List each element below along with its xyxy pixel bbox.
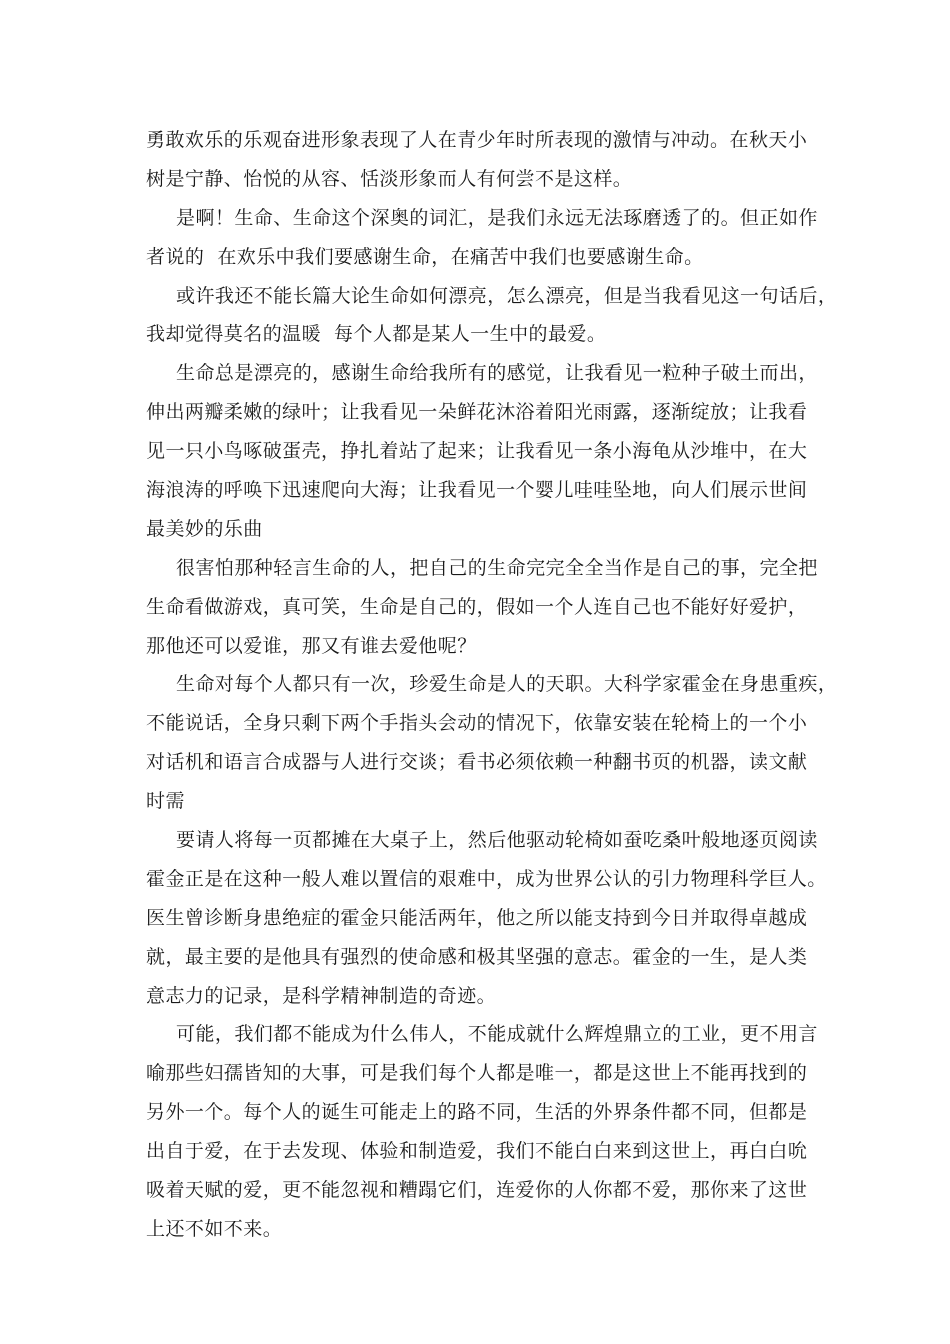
text-line: 时需 bbox=[146, 790, 185, 813]
text-line: 就，最主要的是他具有强烈的使命感和极其坚强的意志。霍金的一生，是人类 bbox=[146, 945, 808, 968]
text-line: 那他还可以爱谁，那又有谁去爱他呢？ bbox=[146, 634, 477, 657]
text-line: 伸出两瓣柔嫩的绿叶；让我看见一朵鲜花沐浴着阳光雨露，逐渐绽放；让我看 bbox=[146, 401, 808, 424]
text-line: 海浪涛的呼唤下迅速爬向大海；让我看见一个婴儿哇哇坠地，向人们展示世间 bbox=[146, 479, 808, 502]
text-line: 是啊！生命、生命这个深奥的词汇，是我们永远无法琢磨透了的。但正如作 bbox=[176, 206, 818, 229]
text-line: 要请人将每一页都摊在大桌子上，然后他驱动轮椅如蚕吃桑叶般地逐页阅读 bbox=[176, 829, 818, 852]
text-line: 喻那些妇孺皆知的大事，可是我们每个人都是唯一，都是这世上不能再找到的 bbox=[146, 1062, 808, 1085]
text-line: 上还不如不来。 bbox=[146, 1217, 283, 1240]
text-line: 勇敢欢乐的乐观奋进形象表现了人在青少年时所表现的激情与冲动。在秋天小 bbox=[146, 129, 808, 151]
text-line: 对话机和语言合成器与人进行交谈；看书必须依赖一种翻书页的机器，读文献 bbox=[146, 751, 808, 774]
text-line: 生命总是漂亮的，感谢生命给我所有的感觉，让我看见一粒种子破土而出， bbox=[176, 362, 818, 385]
text-line: 树是宁静、怡悦的从容、恬淡形象而人有何尝不是这样。 bbox=[146, 167, 633, 190]
text-line: 我却觉得莫名的温暖 每个人都是某人一生中的最爱。 bbox=[146, 323, 607, 346]
text-line: 霍金正是在这种一般人难以置信的艰难中，成为世界公认的引力物理科学巨人。 bbox=[146, 867, 827, 890]
text-line: 生命对每个人都只有一次，珍爱生命是人的天职。大科学家霍金在身患重疾， bbox=[176, 673, 838, 696]
text-line: 或许我还不能长篇大论生命如何漂亮，怎么漂亮，但是当我看见这一句话后， bbox=[176, 284, 838, 307]
text-line: 见一只小鸟啄破蛋壳，挣扎着站了起来；让我看见一条小海龟从沙堆中，在大 bbox=[146, 440, 808, 463]
document-body bbox=[146, 121, 838, 1249]
text-line: 可能，我们都不能成为什么伟人，不能成就什么辉煌鼎立的工业，更不用言 bbox=[176, 1023, 818, 1046]
text-line: 出自于爱，在于去发现、体验和制造爱，我们不能白白来到这世上，再白白吮 bbox=[146, 1140, 808, 1163]
text-line: 吸着天赋的爱，更不能忽视和糟蹋它们，连爱你的人你都不爱，那你来了这世 bbox=[146, 1179, 808, 1202]
text-line: 不能说话，全身只剩下两个手指头会动的情况下，依靠安装在轮椅上的一个小 bbox=[146, 712, 808, 735]
text-line: 意志力的记录，是科学精神制造的奇迹。 bbox=[146, 984, 497, 1007]
text-line: 很害怕那种轻言生命的人，把自己的生命完完全全当作是自己的事，完全把 bbox=[176, 556, 818, 579]
text-line: 生命看做游戏，真可笑，生命是自己的，假如一个人连自己也不能好好爱护， bbox=[146, 595, 808, 618]
text-line: 另外一个。每个人的诞生可能走上的路不同，生活的外界条件都不同，但都是 bbox=[146, 1101, 808, 1124]
text-line: 最美妙的乐曲 bbox=[146, 517, 263, 540]
text-line: 医生曾诊断身患绝症的霍金只能活两年，他之所以能支持到今日并取得卓越成 bbox=[146, 906, 808, 929]
text-line: 者说的 在欢乐中我们要感谢生命，在痛苦中我们也要感谢生命。 bbox=[146, 245, 704, 268]
